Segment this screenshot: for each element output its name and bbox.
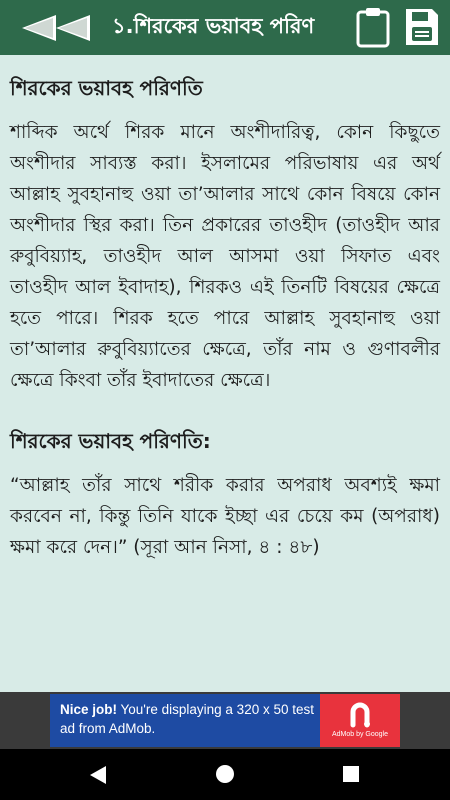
quote-paragraph: “আল্লাহ তাঁর সাথে শরীক করার অপরাধ অবশ্যই ক্ষমা করবেন না, কিন্তু তিনি যাকে ইচ্ছা এর চেয়ে কম (অপরাধ) ক্ষমা করে দেন।” (সূরা আন নিসা, ৪ : ৪৮) — [10, 475, 440, 558]
double-left-arrow-icon — [20, 13, 94, 43]
ad-body-text: You're displaying a 320 x 50 test ad from AdMob. — [60, 702, 314, 736]
ad-banner[interactable] — [50, 694, 400, 747]
page-title: ১.শিরকের ভয়াবহ পরিণ — [112, 14, 315, 38]
article-heading: শিরকের ভয়াবহ পরিণতি — [10, 76, 203, 100]
ad-bold-text: Nice job! — [60, 702, 118, 717]
ad-banner-container — [0, 692, 450, 749]
nav-home-circle-icon[interactable] — [215, 764, 235, 784]
save-button[interactable] — [403, 6, 441, 48]
back-button[interactable] — [18, 10, 96, 46]
admob-logo — [320, 694, 400, 747]
section-heading: শিরকের ভয়াবহ পরিণতি: — [10, 429, 211, 453]
admob-label: AdMob by Google — [331, 731, 389, 738]
ad-text — [50, 694, 320, 747]
clipboard-button[interactable] — [356, 6, 390, 48]
clipboard-icon — [356, 6, 390, 48]
article-paragraph: শাব্দিক অর্থে শিরক মানে অংশীদারিত্ব, কোন কিছুতে অংশীদার সাব্যস্ত করা। ইসলামের পরিভাষায় এর অর্থ আল্লাহ সুবহানাহু ওয়া তা’আলার সাথে কোন বিষয়ে কোন অংশীদার স্থির করা। তিন প্রকারের তাওহীদ (তাওহীদ আর রুবুবিয়্যাহ, তাওহীদ আল আসমা ওয়া সিফাত এবং তাওহীদ আল ইবাদাহ), শিরকও এই তিনটি বিষয়ের ক্ষেত্রে হতে পারে। শিরক হতে পারে আল্লাহ সুবহানাহু ওয়া তা’আলার রুবুবিয়্যাতের ক্ষেত্রে, তাঁর নাম ও গুণাবলীর ক্ষেত্রে কিংবা তাঁর ইবাদাতের ক্ষেত্রে। — [10, 122, 440, 391]
nav-back-triangle-icon[interactable] — [88, 765, 108, 785]
nav-recent-square-icon[interactable] — [342, 765, 360, 783]
system-nav-bar — [0, 749, 450, 800]
save-icon — [403, 6, 441, 48]
article-content — [0, 55, 450, 692]
app-bar — [0, 0, 450, 55]
admob-icon — [345, 699, 375, 729]
